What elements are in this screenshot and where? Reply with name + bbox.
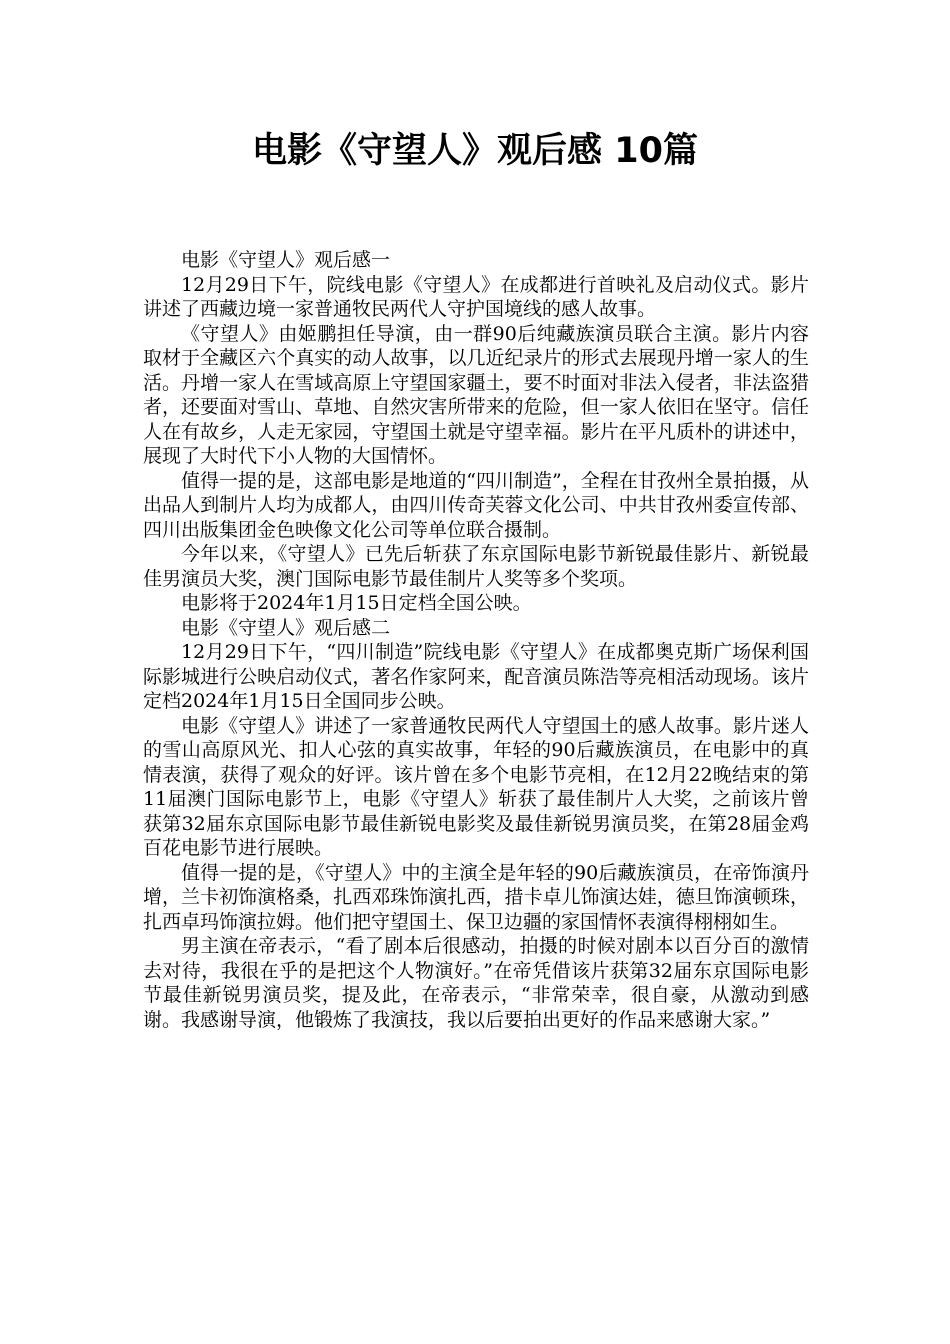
section-heading: 电影《守望人》观后感一: [181, 249, 391, 271]
paragraph: 值得一提的是，这部电影是地道的“四川制造”，全程在甘孜州全景拍摄，从出品人到制片人均为成都人，由四川传奇芙蓉文化公司、中共甘孜州委宣传部、四川出版集团金色映像文化公司等单位联合摄制。: [143, 469, 809, 541]
document-body: [143, 248, 809, 1032]
paragraph: 值得一提的是，《守望人》中的主演全是年轻的90后藏族演员，在帝饰演丹增，兰卡初饰演格桑，扎西邓珠饰演扎西，措卡卓儿饰演达娃，德旦饰演顿珠，扎西卓玛饰演拉姆。他们把守望国土、保卫边疆的家国情怀表演得栩栩如生。: [143, 861, 809, 933]
paragraph: 电影将于2024年1月15日定档全国公映。: [181, 592, 532, 614]
paragraph: 男主演在帝表示，“看了剧本后很感动，拍摄的时候对剧本以百分百的激情去对待，我很在乎的是把这个人物演好。”在帝凭借该片获第32届东京国际电影节最佳新锐男演员奖，提及此，在帝表示，“非常荣幸，很自豪，从激动到感谢。我感谢导演，他锻炼了我演技，我以后要拍出更好的作品来感谢大家。”: [143, 935, 809, 1031]
paragraph: 电影《守望人》讲述了一家普通牧民两代人守望国土的感人故事。影片迷人的雪山高原风光、扣人心弦的真实故事，年轻的90后藏族演员，在电影中的真情表演，获得了观众的好评。该片曾在多个电影节亮相，在12月22晚结束的第11届澳门国际电影节上，电影《守望人》斩获了最佳制片人大奖，之前该片曾获第32届东京国际电影节最佳新锐电影奖及最佳新锐男演员奖，在第28届金鸡百花电影节进行展映。: [143, 714, 809, 859]
paragraph: 12月29日下午，“四川制造”院线电影《守望人》在成都奥克斯广场保利国际影城进行公映启动仪式，著名作家阿来，配音演员陈浩等亮相活动现场。该片定档2024年1月15日全国同步公映。: [143, 641, 809, 712]
paragraph: 12月29日下午，院线电影《守望人》在成都进行首映礼及启动仪式。影片讲述了西藏边境一家普通牧民两代人守护国境线的感人故事。: [143, 273, 809, 320]
paragraph: 《守望人》由姬鹏担任导演，由一群90后纯藏族演员联合主演。影片内容取材于全藏区六个真实的动人故事，以几近纪录片的形式去展现丹增一家人的生活。丹增一家人在雪域高原上守望国家疆土，要不时面对非法入侵者，非法盗猎者，还要面对雪山、草地、自然灾害所带来的危险，但一家人依旧在坚守。信任人在有故乡，人走无家园，守望国土就是守望幸福。影片在平凡质朴的讲述中，展现了大时代下小人物的大国情怀。: [143, 322, 809, 467]
document-title: 电影《守望人》观后感 10篇: [252, 131, 698, 171]
section-heading: 电影《守望人》观后感二: [181, 616, 391, 639]
paragraph: 今年以来，《守望人》已先后斩获了东京国际电影节新锐最佳影片、新锐最佳男演员大奖，澳门国际电影节最佳制片人奖等多个奖项。: [143, 543, 809, 590]
